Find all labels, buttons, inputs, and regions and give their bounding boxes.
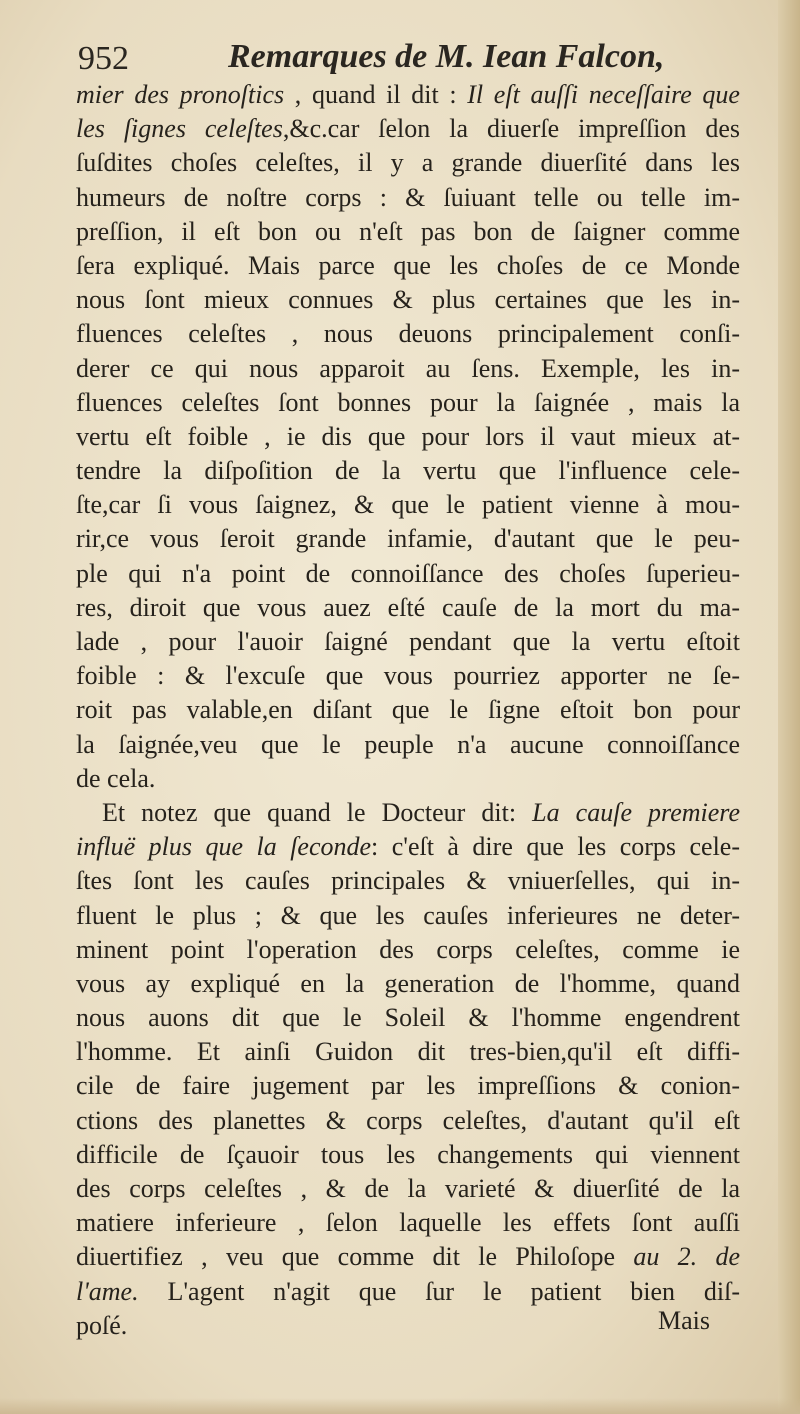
text-run: lade , pour l'auoir ſaigné pendant que la vertu eſtoit [76,627,740,656]
text-line [76,1206,740,1240]
text-line [76,454,740,488]
text-line [76,1275,740,1309]
text-line [76,488,740,522]
text-line [76,522,740,556]
text-line [76,1309,740,1343]
text-run: nous ſont mieux connues & plus certaines que les in- [76,285,740,315]
text-line [76,933,740,967]
text-line [76,659,740,693]
text-run: des corps celeſtes , & de la varieté & diuerſité de la [76,1174,740,1203]
text-run: ,&c.car ſelon la diuerſe impreſſion des [282,114,740,144]
text-run: difficile de ſçauoir tous les changements qui viennent [76,1139,740,1169]
text-line [76,317,740,351]
text-line [76,1240,740,1274]
text-run: : c'eſt à dire que les corps cele- [371,832,740,862]
italic-text: l'ame. [76,1276,139,1306]
page-edge [778,0,800,1414]
text-run: tendre la diſpoſition de la vertu que l'influence cele- [76,456,740,486]
text-line [76,557,740,591]
italic-text: les ſignes celeſtes [76,114,283,144]
text-run: la ſaignée,veu que le peuple n'a aucune connoiſſance [76,729,740,759]
text-run: ſte,car ſi vous ſaignez, & que le patient vienne à mou- [76,490,740,520]
text-run: de cela. [76,763,156,793]
text-line [76,1035,740,1069]
page-number: 952 [78,40,129,77]
italic-text: La cauſe premiere [532,797,740,827]
text-line [76,591,740,625]
text-line [76,830,740,864]
text-run: L'agent n'agit que ſur le patient bien diſ- [138,1276,740,1306]
text-line [76,249,740,283]
text-line [76,78,740,112]
text-line [76,215,740,249]
italic-text: Il eſt auſſi neceſſaire que [467,80,740,109]
text-line [76,1104,740,1138]
text-run: ple qui n'a point de connoiſſance des choſes ſuperieu- [76,558,740,588]
text-line [76,181,740,215]
text-run: vertu eſt foible , ie dis que pour lors il vaut mieux at- [76,421,740,451]
text-line [76,1069,740,1103]
text-line [76,1001,740,1035]
text-line [76,864,740,898]
text-line [76,386,740,420]
catchword: Mais [658,1306,710,1335]
text-line [76,146,740,180]
text-line [76,352,740,386]
text-run: ſtes ſont les cauſes principales & vniuerſelles, qui in- [76,866,740,896]
text-run: Et notez que quand le Docteur dit: [102,797,533,827]
text-line [76,693,740,727]
text-line [76,899,740,933]
text-line [76,1138,740,1172]
text-run: nous auons dit que le Soleil & l'homme engendrent [76,1003,740,1033]
text-run: poſé. [76,1310,128,1340]
text-line [76,762,740,796]
text-line [76,112,740,146]
italic-text: au 2. de [633,1242,740,1272]
running-head: Remarques de M. Iean Falcon, [228,38,665,75]
text-run: diuertifiez , veu que comme dit le Philoſope [76,1242,634,1272]
text-run: ſuſdites choſes celeſtes, il y a grande diuerſité dans les [76,148,740,178]
text-line [76,1172,740,1206]
text-run: fluences celeſtes , nous deuons principalement conſi- [76,319,740,349]
text-run: ſera expliqué. Mais parce que les choſes de ce Monde [76,250,740,280]
text-line [76,283,740,317]
text-run: roit pas valable,en diſant que le ſigne eſtoit bon pour [76,695,740,725]
text-run: rir,ce vous ſeroit grande infamie, d'autant que le peu- [76,524,740,554]
text-run: minent point l'operation des corps celeſtes, comme ie [76,934,740,964]
text-run: l'homme. Et ainſi Guidon dit tres-bien,qu'il eſt diffi- [76,1037,740,1067]
text-line [76,967,740,1001]
italic-text: mier des pronoſtics [76,80,285,109]
text-run: ctions des planettes & corps celeſtes, d'autant qu'il eſt [76,1105,740,1135]
body-text [76,78,740,1343]
text-run: preſſion, il eſt bon ou n'eſt pas bon de ſaigner comme [76,216,740,246]
text-line [76,625,740,659]
italic-text: influë plus que la ſeconde [76,832,372,862]
text-run: derer ce qui nous apparoit au ſens. Exemple, les in- [76,353,740,383]
text-run: matiere inferieure , ſelon laquelle les effets ſont auſſi [76,1208,740,1238]
text-line [76,420,740,454]
text-line [76,796,740,830]
text-run: humeurs de noſtre corps : & ſuiuant telle ou telle im- [76,182,740,212]
text-run: foible : & l'excuſe que vous pourriez apporter ne ſe- [76,661,740,691]
text-run: , quand il dit : [284,80,468,109]
text-run: fluent le plus ; & que les cauſes inferieures ne deter- [76,900,740,930]
text-run: fluences celeſtes ſont bonnes pour la ſaignée , mais la [76,387,740,417]
text-run: cile de faire jugement par les impreſſions & conion- [76,1071,740,1101]
text-line [76,728,740,762]
page-edge-bottom [0,1398,800,1414]
text-run: res, diroit que vous auez eſté cauſe de la mort du ma- [76,592,740,622]
text-run: vous ay expliqué en la generation de l'homme, quand [76,968,740,998]
